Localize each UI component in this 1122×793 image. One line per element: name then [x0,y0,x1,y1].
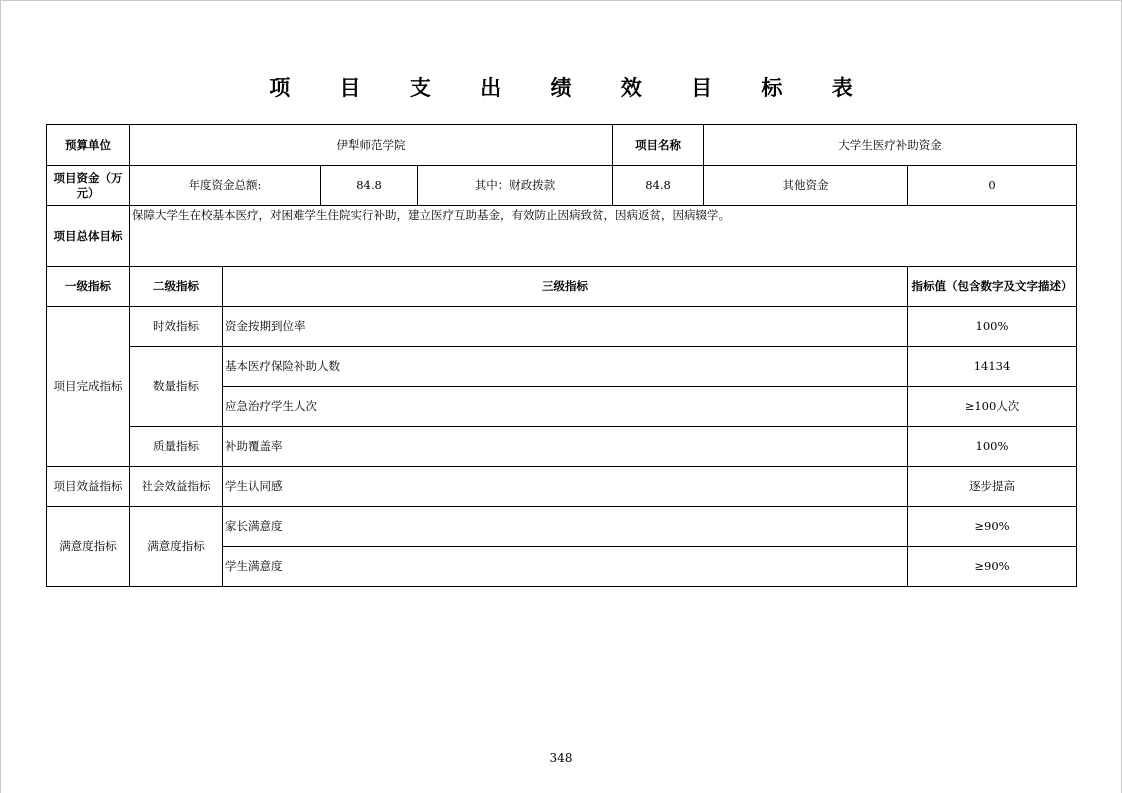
level3-item: 基本医疗保险补助人数 [223,347,908,387]
page-frame-left [0,0,1,793]
budget-unit-value: 伊犁师范学院 [130,125,613,166]
other-value: 0 [908,166,1077,206]
fiscal-value: 84.8 [613,166,704,206]
level2-satisfaction: 满意度指标 [130,507,223,587]
item-value: ≥90% [908,547,1077,587]
table-row [47,307,1077,347]
item-value: ≥100人次 [908,387,1077,427]
page-title: 项 目 支 出 绩 效 目 标 表 [269,76,874,100]
header-level2: 二级指标 [130,267,223,307]
item-value: ≥90% [908,507,1077,547]
level3-item: 补助覆盖率 [223,427,908,467]
level2-timeliness: 时效指标 [130,307,223,347]
annual-total-label: 年度资金总额: [130,166,321,206]
header-level3: 三级指标 [223,267,908,307]
project-name-label: 项目名称 [613,125,704,166]
goal-label: 项目总体目标 [47,206,130,267]
goal-text: 保障大学生在校基本医疗，对困难学生住院实行补助，建立医疗互助基金，有效防止因病致贫，因病返贫，因病辍学。 [130,206,1077,267]
annual-total-value: 84.8 [321,166,418,206]
table-row [47,347,1077,387]
budget-unit-label: 预算单位 [47,125,130,166]
level1-completion: 项目完成指标 [47,307,130,467]
header-row [47,267,1077,307]
project-name-value: 大学生医疗补助资金 [704,125,1077,166]
other-label: 其他资金 [704,166,908,206]
level3-item: 家长满意度 [223,507,908,547]
level1-satisfaction: 满意度指标 [47,507,130,587]
page-number: 348 [549,751,573,765]
funds-label: 项目资金（万元） [47,166,130,206]
header-level1: 一级指标 [47,267,130,307]
info-row-1 [47,125,1077,166]
table-row [47,507,1077,547]
performance-target-table [46,124,1077,587]
page-frame-top [0,0,1122,1]
level3-item: 学生满意度 [223,547,908,587]
level3-item: 学生认同感 [223,467,908,507]
level1-benefit: 项目效益指标 [47,467,130,507]
table-row [47,427,1077,467]
info-row-2 [47,166,1077,206]
level2-quantity: 数量指标 [130,347,223,427]
item-value: 100% [908,307,1077,347]
item-value: 14134 [908,347,1077,387]
goal-row [47,206,1077,267]
level3-item: 应急治疗学生人次 [223,387,908,427]
item-value: 100% [908,427,1077,467]
header-value: 指标值（包含数字及文字描述） [908,267,1077,307]
fiscal-label: 其中：财政拨款 [418,166,613,206]
level3-item: 资金按期到位率 [223,307,908,347]
table-row [47,467,1077,507]
level2-social: 社会效益指标 [130,467,223,507]
level2-quality: 质量指标 [130,427,223,467]
item-value: 逐步提高 [908,467,1077,507]
